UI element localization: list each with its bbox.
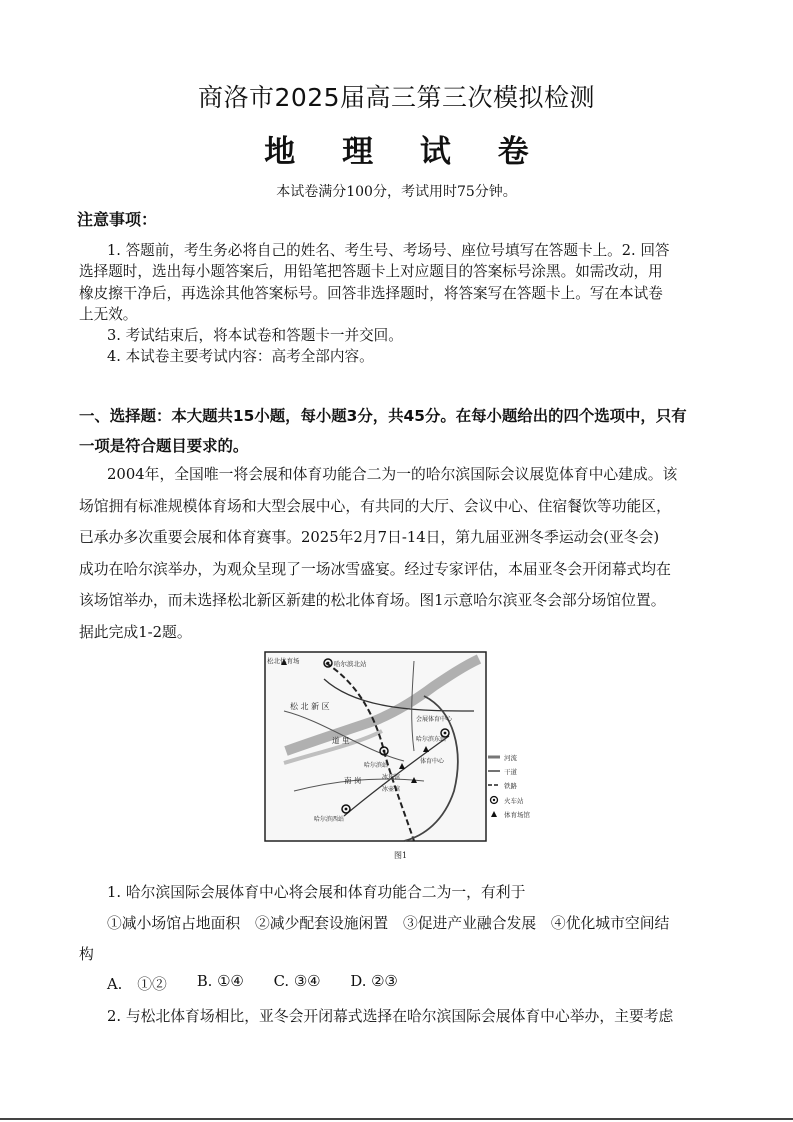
legend-station-symbol [493, 799, 495, 801]
passage-line: 据此完成1-2题。 [79, 623, 192, 641]
notice-line-1: 1. 答题前，考生务必将自己的姓名、考生号、考场号、座位号填写在答题卡上。2. 回答 [107, 242, 670, 259]
station-marker [383, 750, 386, 753]
option-text: ①② [137, 976, 167, 993]
figure-caption: 图1 [394, 851, 408, 860]
passage-line: 成功在哈尔滨举办，为观众呈现了一场冰雪盛宴。经过专家评估，本届亚冬会开闭幕式均在 [79, 560, 671, 578]
question-number: 2. [107, 1008, 122, 1025]
map-label: 南 岗 [344, 776, 362, 785]
option-text: ②③ [371, 973, 398, 990]
map-label: 松北体育场 [267, 657, 300, 665]
question-number: 1. [107, 884, 122, 901]
notice-line-4: 上无效。 [79, 306, 138, 323]
legend-label: 干道 [504, 768, 517, 776]
option-b[interactable] [197, 973, 244, 994]
map-label: 哈尔滨东站 [416, 736, 447, 743]
option-text: ①④ [217, 973, 244, 990]
map-label: 道 里 [332, 736, 350, 745]
map-label: 哈尔滨站 [364, 762, 389, 769]
option-label: B. [196, 973, 213, 990]
option-d[interactable] [350, 973, 397, 994]
notice-heading: 注意事项： [77, 210, 158, 229]
legend-venue-symbol [491, 811, 497, 817]
section-heading-line-2: 一项是符合题目要求的。 [79, 437, 249, 455]
notice-line-3: 橡皮擦干净后，再选涂其他答案标号。回答非选择题时，将答案写在答题卡上。写在本试卷 [79, 285, 663, 302]
subject-title: 地 理 试 卷 [264, 134, 547, 170]
map-svg [264, 651, 542, 867]
station-marker [327, 662, 330, 665]
exam-title: 商洛市2025届高三第三次模拟检测 [197, 83, 596, 112]
map-label: 哈尔滨北站 [334, 660, 367, 668]
station-marker [444, 732, 447, 735]
section-heading-line-1: 一、选择题：本大题共15小题，每小题3分，共45分。在每小题给出的四个选项中，只有 [79, 407, 687, 425]
option-label: D. [350, 973, 367, 990]
legend-label: 体育场馆 [504, 811, 530, 819]
passage-line: 该场馆举办，而未选择松北新区新建的松北体育场。图1示意哈尔滨亚冬会部分场馆位置。 [79, 592, 666, 610]
question-stem: 哈尔滨国际会展体育中心将会展和体育功能合二为一，有利于 [125, 884, 526, 901]
option-text: ③④ [293, 973, 321, 990]
map-label: 哈尔滨西站 [314, 816, 345, 823]
question-1-statements: ①减小场馆占地面积 ②减少配套设施闲置 ③促进产业融合发展 ④优化城市空间结 [107, 915, 670, 932]
section-heading [79, 401, 724, 461]
legend-label: 河流 [504, 754, 517, 762]
passage-line: 已承办多次重要会展和体育赛事。2025年2月7日-14日，第九届亚洲冬季运动会(亚冬会) [79, 529, 660, 547]
notice-item-3: 3. 考试结束后，将本试卷和答题卡一并交回。 [107, 327, 403, 344]
legend-label: 铁路 [504, 782, 517, 790]
map-legend [488, 753, 531, 819]
reading-passage [79, 459, 724, 649]
question-1-options [107, 973, 428, 994]
question-2 [107, 1005, 673, 1026]
question-1 [107, 881, 525, 902]
exam-info: 本试卷满分100分，考试用时75分钟。 [276, 184, 517, 200]
map-label: 体育中心 [420, 758, 445, 765]
option-a[interactable] [107, 973, 167, 994]
passage-line: 场馆拥有标准规模体育场和大型会展中心，有共同的大厅、会议中心、住宿餐饮等功能区， [79, 497, 671, 515]
map-label: 会展体育中心 [416, 716, 453, 723]
option-c[interactable] [274, 973, 321, 994]
option-label: A. [107, 976, 123, 993]
map-label: 冰壶馆 [382, 786, 401, 793]
question-stem: 与松北体育场相比，亚冬会开闭幕式选择在哈尔滨国际会展体育中心举办，主要考虑 [125, 1008, 674, 1025]
notice-line-2: 选择题时，选出每小题答案后，用铅笔把答题卡上对应题目的答案标号涂黑。如需改动，用 [79, 263, 663, 280]
legend-label: 火车站 [504, 797, 524, 805]
option-label: C. [273, 973, 290, 990]
question-1-statements-cont: 构 [79, 946, 94, 963]
map-label: 冰球馆 [382, 774, 401, 781]
page-bottom-rule [0, 1118, 793, 1120]
notice-item-4: 4. 本试卷主要考试内容：高考全部内容。 [107, 348, 374, 365]
passage-line: 2004年，全国唯一将会展和体育功能合二为一的哈尔滨国际会议展览体育中心建成。该 [107, 466, 678, 483]
map-label: 松 北 新 区 [290, 702, 330, 711]
station-marker [345, 808, 348, 811]
figure-1-map [264, 651, 542, 867]
